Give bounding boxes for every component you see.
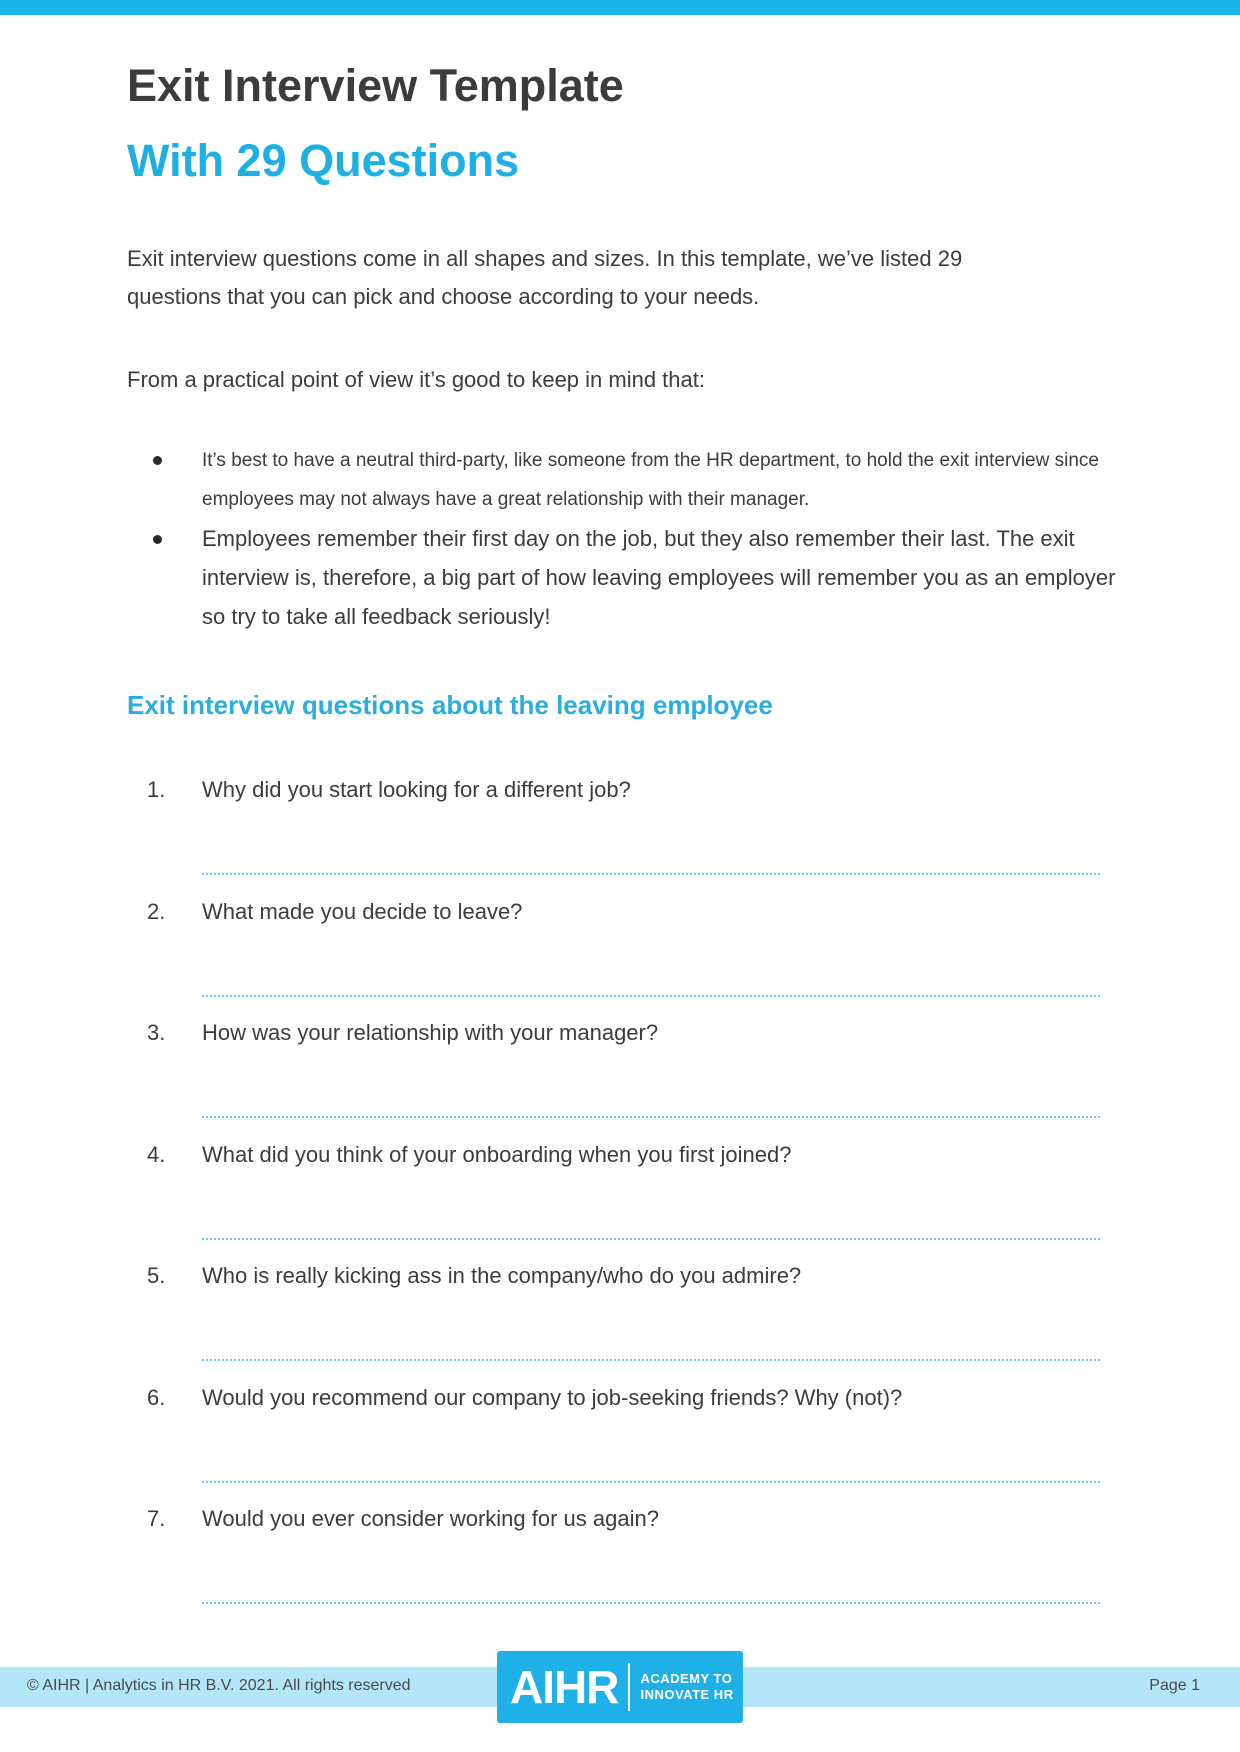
tip-item — [127, 519, 1117, 636]
logo-wordmark: AIHR — [510, 1661, 619, 1713]
document-subtitle: With 29 Questions — [127, 135, 520, 186]
answer-line[interactable] — [202, 873, 1100, 875]
answer-line[interactable] — [202, 1602, 1100, 1604]
intro-paragraph: Exit interview questions come in all shapes and sizes. In this template, we’ve listed 29 questions that you can pick and choose according to your needs. — [127, 246, 963, 309]
question-text: What made you decide to leave? — [202, 898, 523, 924]
question-number: 1. — [147, 777, 166, 802]
question-number: 4. — [147, 1141, 166, 1167]
tip-item — [127, 441, 1117, 519]
bullet-icon — [153, 535, 162, 544]
tip-text: Employees remember their first day on the job, but they also remember their last. The exit interview is, therefore, a big part of how leaving employees will remember you as an employer so try to take all feedback seriously! — [202, 526, 1116, 629]
top-accent-bar — [0, 0, 1240, 15]
question-text: Would you ever consider working for us again? — [202, 1506, 659, 1531]
question-number: 2. — [147, 898, 166, 924]
aihr-logo — [497, 1651, 743, 1723]
question-number: 5. — [147, 1263, 166, 1288]
question-text: How was your relationship with your manager? — [202, 1020, 659, 1045]
section-heading: Exit interview questions about the leaving employee — [127, 690, 773, 720]
answer-line[interactable] — [202, 1359, 1100, 1361]
question-text: Why did you start looking for a different job? — [202, 777, 631, 802]
logo-tagline-line-1: ACADEMY TO — [640, 1671, 733, 1686]
question-item — [127, 1020, 1117, 1142]
practical-paragraph: From a practical point of view it’s good to keep in mind that: — [127, 367, 705, 392]
bullet-icon — [153, 456, 162, 465]
logo-tagline — [640, 1671, 733, 1703]
footer-page-number: Page 1 — [1149, 1677, 1200, 1694]
document-title: Exit Interview Template — [127, 60, 624, 111]
question-item — [127, 1385, 1117, 1507]
question-item — [127, 1506, 1117, 1628]
answer-line[interactable] — [202, 995, 1100, 997]
answer-line[interactable] — [202, 1481, 1100, 1483]
question-number: 6. — [147, 1384, 166, 1410]
question-text: What did you think of your onboarding when you first joined? — [202, 1141, 792, 1167]
question-item — [127, 1142, 1117, 1264]
question-item — [127, 899, 1117, 1021]
tips-list — [127, 441, 1117, 636]
footer-copyright: © AIHR | Analytics in HR B.V. 2021. All rights reserved — [27, 1677, 411, 1694]
question-text: Would you recommend our company to job-seeking friends? Why (not)? — [202, 1384, 903, 1410]
question-item — [127, 777, 1117, 899]
tip-text: It’s best to have a neutral third-party, like someone from the HR department, to hold the exit interview since employees may not always have a great relationship with their manager. — [202, 450, 1099, 510]
logo-divider — [628, 1663, 630, 1711]
answer-line[interactable] — [202, 1116, 1100, 1118]
logo-tagline-line-2: INNOVATE HR — [640, 1687, 734, 1702]
question-number: 3. — [147, 1020, 166, 1045]
question-number: 7. — [147, 1506, 166, 1531]
question-text: Who is really kicking ass in the company/who do you admire? — [202, 1263, 802, 1288]
question-item — [127, 1263, 1117, 1385]
question-list — [127, 777, 1117, 1628]
answer-line[interactable] — [202, 1238, 1100, 1240]
